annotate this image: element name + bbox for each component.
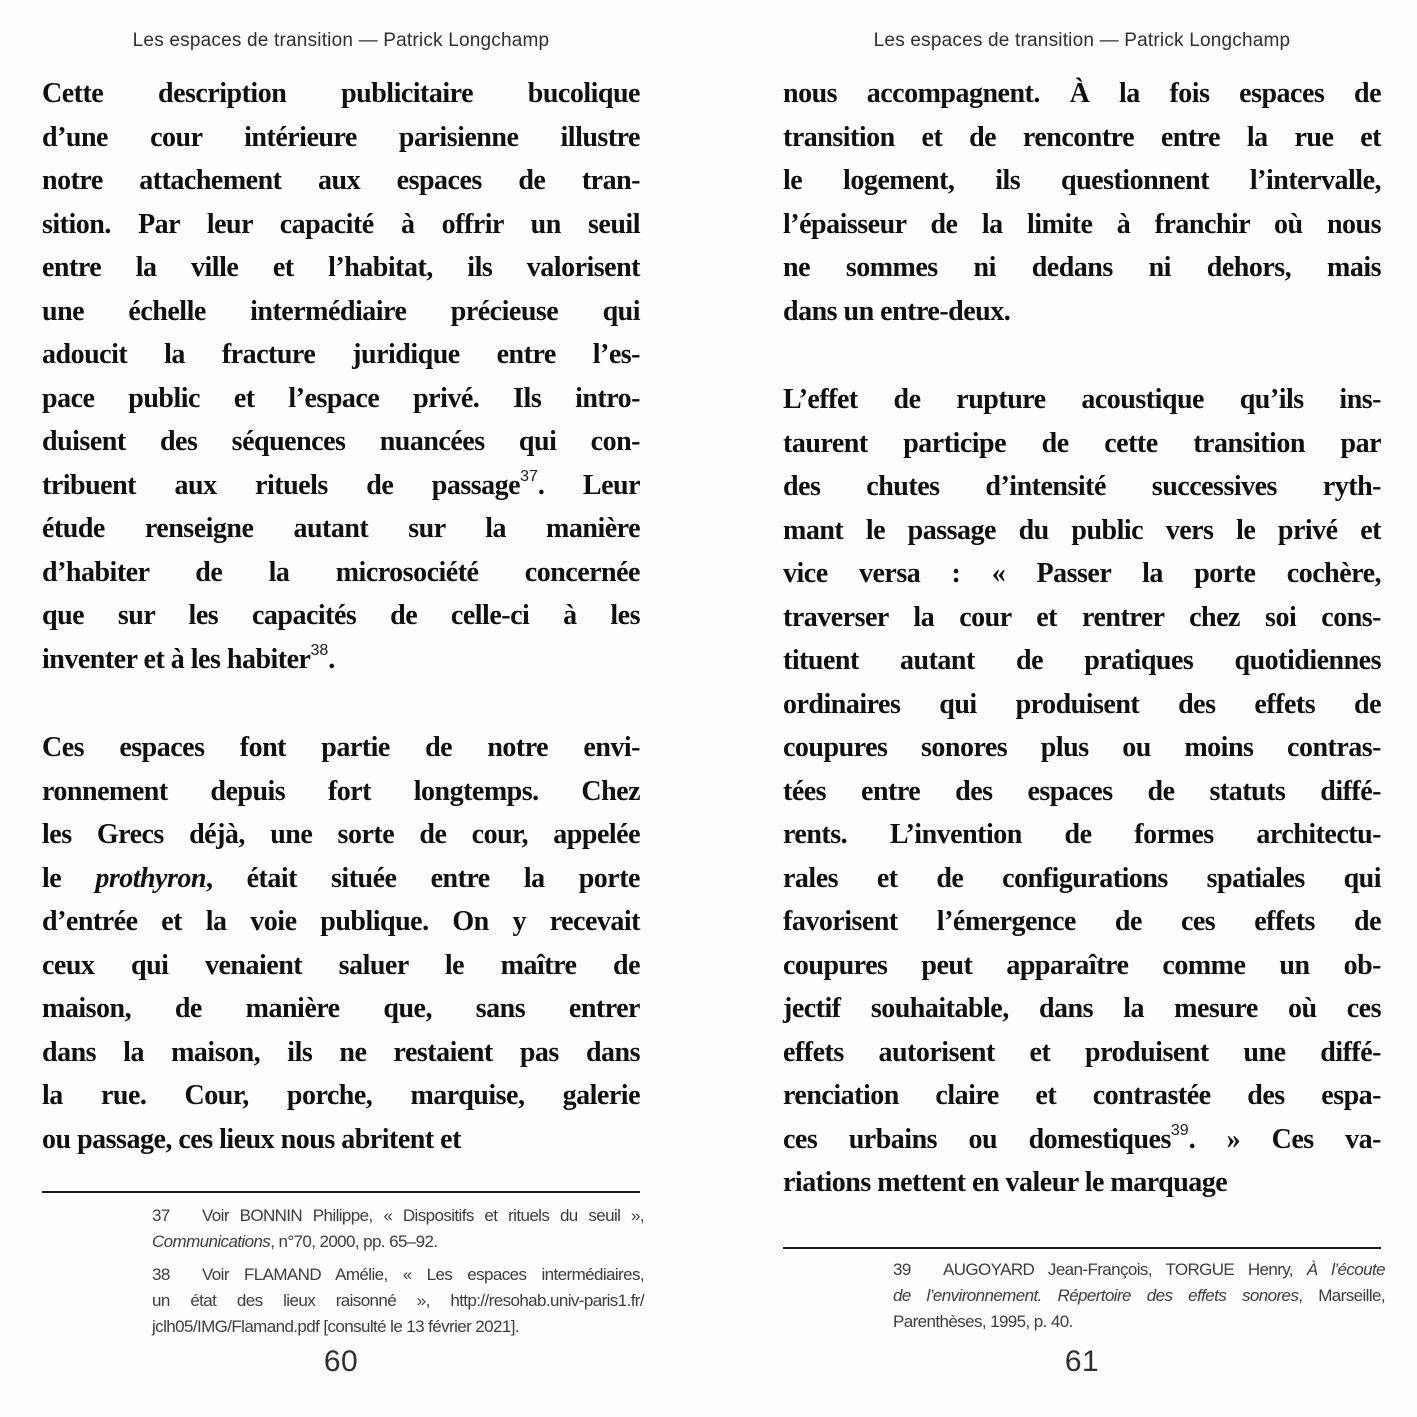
body-paragraph bbox=[42, 726, 640, 1161]
text-line: L’effet de rupture acoustique qu’ils ins- bbox=[783, 384, 1381, 415]
footnote-line: un état des lieux raisonné », http://resohab.univ-paris1.fr/ bbox=[152, 1291, 644, 1310]
footnote-37 bbox=[152, 1203, 644, 1255]
text-line: entre la ville et l’habitat, ils valorisent bbox=[42, 252, 640, 283]
text-line: transition et de rencontre entre la rue et bbox=[783, 121, 1381, 153]
text-line: rents. L’invention de formes architectu- bbox=[783, 819, 1381, 850]
text-line: d’entrée et la voie publique. On y recevait bbox=[42, 906, 640, 937]
text-line: d’une cour intérieure parisienne illustre bbox=[42, 121, 640, 153]
text-line: sition. Par leur capacité à offrir un seuil bbox=[42, 208, 640, 240]
text-line: tribuent aux rituels de passage$^{37}$. Leur bbox=[42, 467, 640, 501]
text-line: coupures peut apparaître comme un ob- bbox=[783, 949, 1381, 981]
text-line: effets autorisent et produisent une diffé- bbox=[783, 1036, 1381, 1068]
footnote-number: 37 bbox=[152, 1206, 170, 1225]
text-line: tituent autant de pratiques quotidiennes bbox=[783, 645, 1381, 676]
text-line: coupures sonores plus ou moins contras- bbox=[783, 732, 1381, 763]
text-line: l’épaisseur de la limite à franchir où nous bbox=[783, 208, 1381, 240]
footnote-reference: 39 bbox=[1170, 1121, 1189, 1139]
text-line: Cette description publicitaire bucolique bbox=[42, 78, 640, 109]
text-line: le prothyron, était située entre la porte bbox=[42, 862, 640, 894]
footnote-line: Communications, n°70, 2000, pp. 65–92. bbox=[152, 1232, 438, 1251]
text-line: mant le passage du public vers le privé et bbox=[783, 514, 1381, 546]
text-line: ces urbains ou domestiques$^{39}$. » Ces va- bbox=[783, 1121, 1382, 1155]
text-line: ordinaires qui produisent des effets de bbox=[783, 688, 1381, 720]
text-line: dans la maison, ils ne restaient pas dans bbox=[42, 1036, 640, 1068]
text-line: tées entre des espaces de statuts diffé- bbox=[783, 775, 1381, 807]
page-right bbox=[708, 0, 1417, 1417]
footnote-line: de l’environnement. Répertoire des effets sonores, Marseille, bbox=[893, 1286, 1385, 1305]
text-line: traverser la cour et rentrer chez soi cons- bbox=[783, 601, 1381, 633]
footnote-divider bbox=[42, 1191, 640, 1193]
text-line: dans un entre-deux. bbox=[783, 295, 1011, 327]
footnote-reference: 38 bbox=[310, 641, 329, 659]
footnote-reference: 37 bbox=[520, 467, 538, 485]
footnote-line: 37 Voir BONNIN Philippe, « Dispositifs et rituels du seuil », bbox=[152, 1203, 644, 1229]
text-line: taurent participe de cette transition par bbox=[783, 427, 1381, 459]
text-line: adoucit la fracture juridique entre l’es- bbox=[42, 339, 640, 370]
footnotes-block bbox=[893, 1257, 1385, 1342]
footnote-line: Parenthèses, 1995, p. 40. bbox=[893, 1312, 1073, 1331]
running-header: Les espaces de transition — Patrick Longchamp bbox=[873, 30, 1291, 51]
page-number: 61 bbox=[1064, 1345, 1100, 1378]
text-line: ronnement depuis fort longtemps. Chez bbox=[42, 775, 640, 807]
italic-text: Communications bbox=[152, 1232, 271, 1251]
body-paragraph bbox=[783, 378, 1381, 1205]
text-line: favorisent l’émergence de ces effets de bbox=[783, 906, 1381, 937]
text-line: Ces espaces font partie de notre envi- bbox=[42, 732, 640, 763]
italic-text: de l’environnement. Répertoire des effets sonores bbox=[893, 1286, 1299, 1305]
running-header: Les espaces de transition — Patrick Longchamp bbox=[132, 30, 550, 51]
body-text-column bbox=[783, 72, 1381, 1250]
text-line: rales et de configurations spatiales qui bbox=[783, 862, 1381, 894]
text-line: ceux qui venaient saluer le maître de bbox=[42, 949, 640, 981]
footnote-line: 39 AUGOYARD Jean-François, TORGUE Henry, À l’écoute bbox=[893, 1257, 1385, 1283]
text-line: nous accompagnent. À la fois espaces de bbox=[783, 78, 1381, 109]
text-line: pace public et l’espace privé. Ils intro- bbox=[42, 382, 640, 414]
footnote-number: 39 bbox=[893, 1260, 911, 1279]
text-line: vice versa : « Passer la porte cochère, bbox=[783, 558, 1381, 589]
body-paragraph bbox=[783, 72, 1381, 333]
italic-text: prothyron bbox=[95, 862, 206, 894]
text-line: ne sommes ni dedans ni dehors, mais bbox=[783, 252, 1381, 283]
text-line: les Grecs déjà, une sorte de cour, appelée bbox=[42, 819, 640, 850]
body-text-column bbox=[42, 72, 640, 1206]
text-line: duisent des séquences nuancées qui con- bbox=[42, 426, 640, 457]
footnote-number: 38 bbox=[152, 1265, 170, 1284]
text-line: la rue. Cour, porche, marquise, galerie bbox=[42, 1080, 640, 1111]
text-line: d’habiter de la microsociété concernée bbox=[42, 556, 640, 588]
footnote-39 bbox=[893, 1257, 1385, 1335]
body-paragraph bbox=[42, 72, 640, 681]
text-line: des chutes d’intensité successives ryth- bbox=[783, 471, 1381, 502]
text-line: jectif souhaitable, dans la mesure où ces bbox=[783, 993, 1381, 1024]
text-line: riations mettent en valeur le marquage bbox=[783, 1167, 1228, 1198]
text-line: étude renseigne autant sur la manière bbox=[42, 513, 640, 544]
footnote-38 bbox=[152, 1262, 644, 1340]
text-line: inventer et à les habiter$^{38}$. bbox=[42, 641, 335, 675]
page-left bbox=[0, 0, 708, 1417]
text-line: ou passage, ces lieux nous abritent et bbox=[42, 1123, 461, 1155]
text-line: maison, de manière que, sans entrer bbox=[42, 993, 640, 1024]
text-line: le logement, ils questionnent l’intervalle, bbox=[783, 165, 1381, 196]
footnotes-block bbox=[152, 1203, 644, 1347]
footnote-divider bbox=[783, 1247, 1381, 1249]
italic-text: À l’écoute bbox=[1306, 1260, 1385, 1279]
footnote-line: 38 Voir FLAMAND Amélie, « Les espaces intermédiaires, bbox=[152, 1262, 644, 1288]
footnote-line: jclh05/IMG/Flamand.pdf [consulté le 13 février 2021]. bbox=[152, 1317, 519, 1336]
page-number: 60 bbox=[323, 1345, 359, 1378]
text-line: que sur les capacités de celle-ci à les bbox=[42, 600, 640, 631]
text-line: notre attachement aux espaces de tran- bbox=[42, 165, 640, 196]
text-line: renciation claire et contrastée des espa- bbox=[783, 1080, 1381, 1111]
text-line: une échelle intermédiaire précieuse qui bbox=[42, 295, 640, 327]
